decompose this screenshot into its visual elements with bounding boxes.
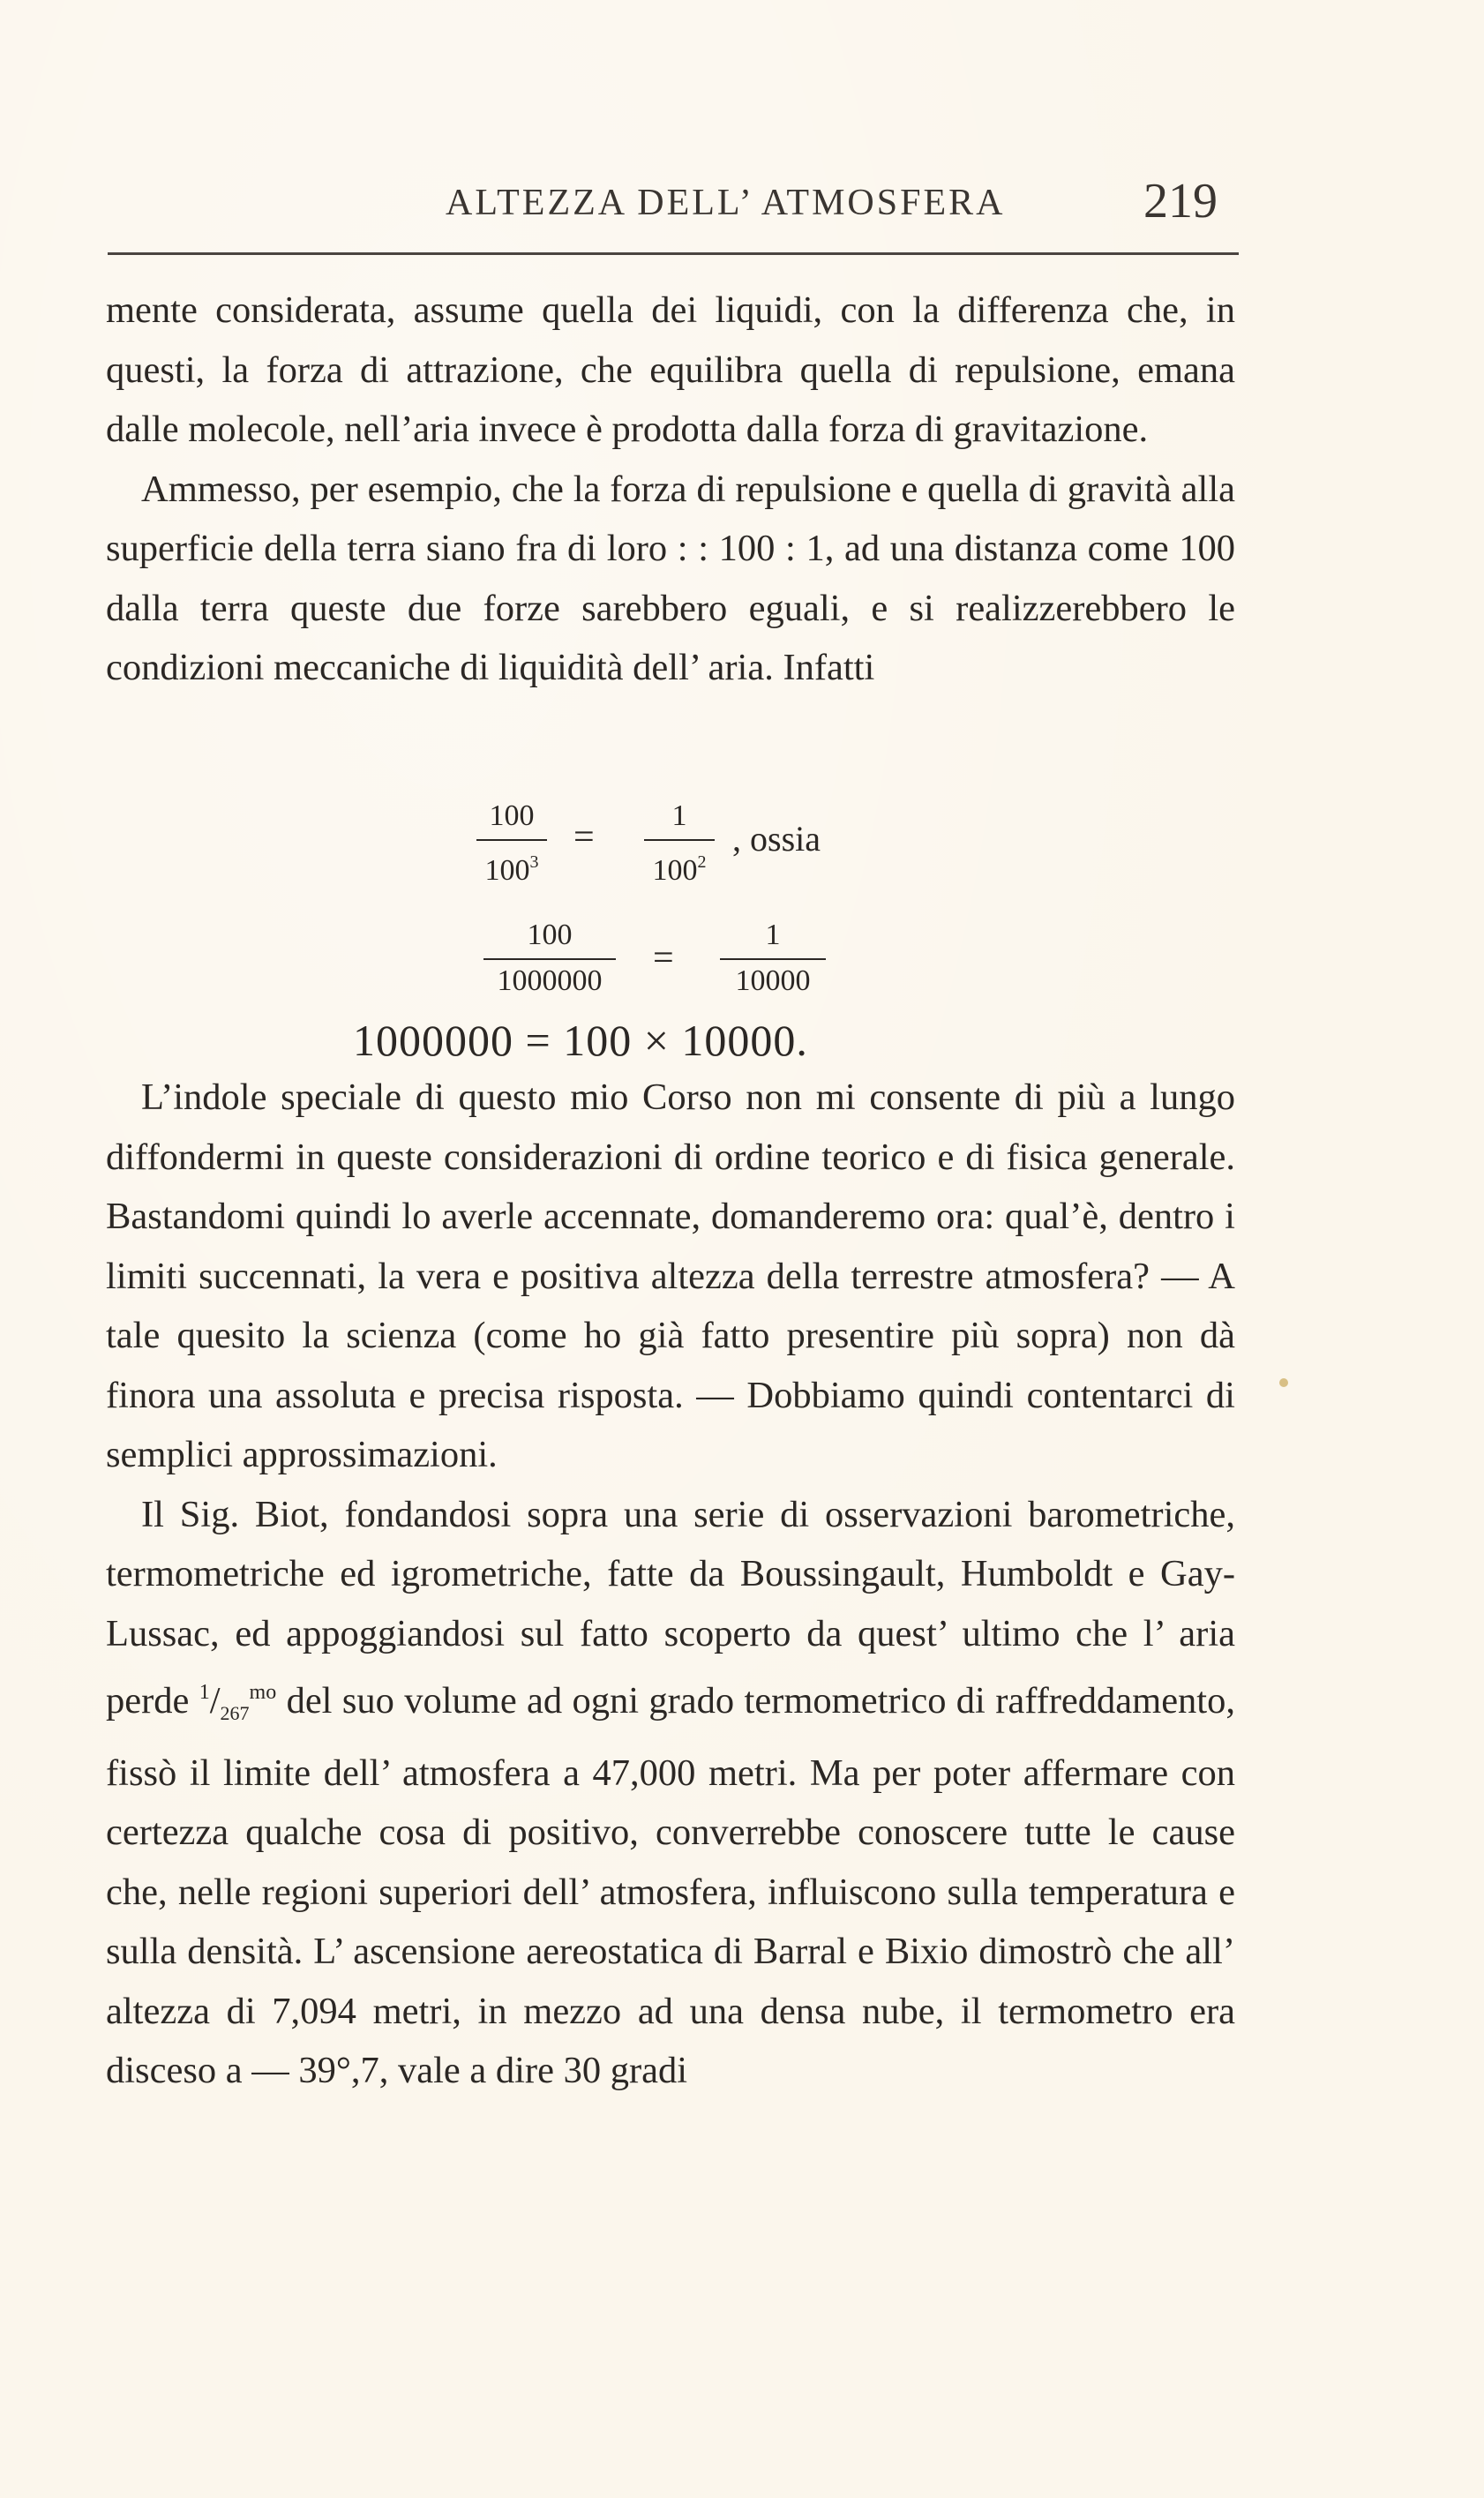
- eq2-right-numerator: 1: [720, 918, 826, 960]
- page-number: 219: [1143, 174, 1218, 229]
- fraction-ordinal-suffix: mo: [249, 1681, 277, 1704]
- eq1-ossia: , ossia: [732, 819, 821, 859]
- paragraph-4-end: del suo volume ad ogni grado termometrico di raffreddamento, fissò il limite dell’ atmosfera a 47,000 metri. Ma per poter affermare con certezza qualche cosa di positivo, converrebbe conoscere tutte le cause che, nelle regioni superiori dell’ atmosfera, influiscono sulla temperatura e sulla densità. L’ ascensione aereostatica di Barral e Bixio dimostrò che all’ altezza di 7,094 metri, in mezzo ad una densa nube, il termometro era disceso a — 39°,7, vale a dire 30 gradi: [106, 1680, 1235, 2091]
- eq1-left-numerator: 100: [476, 799, 547, 841]
- bottom-text-block: [106, 1068, 1235, 2101]
- eq1-left-denominator: $100^3$: [484, 852, 539, 887]
- paragraph-1: mente considerata, assume quella dei liquidi, con la differenza che, in questi, la forza di attrazione, che equilibra quella di repulsione, emana dalle molecole, nell’aria invece è prodotta dalla forza di gravitazione.: [106, 289, 1235, 450]
- fraction-numerator: 1: [199, 1681, 210, 1704]
- running-head: ALTEZZA DELL’ ATMOSFERA: [446, 183, 1006, 223]
- equation-1: [476, 799, 918, 896]
- paragraph-2: Ammesso, per esempio, che la forza di repulsione e quella di gravità alla superficie della terra siano fra di loro : : 100 : 1, ad una distanza come 100 dalla terra queste due forze sarebbero eguali, e si realizzerebbero le condizioni meccaniche di liquidità dell’ aria. Infatti: [106, 468, 1235, 688]
- page-header: [446, 173, 1218, 235]
- equation-2: [483, 918, 942, 1015]
- eq1-right-fraction: [644, 799, 715, 889]
- paragraph-4-start: Il Sig. Biot, fondandosi sopra una serie di osservazioni barometriche, termometriche ed igrometriche, fatte da Boussingault, Humboldt e Gay-Lussac, ed appoggiandosi sul fatto scoperto da quest’ ultimo che l’ aria perde: [106, 1493, 1235, 1722]
- eq1-right-numerator: 1: [644, 799, 715, 841]
- eq2-right-denominator: 10000: [735, 964, 811, 997]
- eq1-left-fraction: [476, 799, 547, 889]
- eq2-equals: =: [653, 938, 674, 979]
- eq2-right-fraction: [720, 918, 826, 999]
- eq1-equals: =: [573, 817, 595, 858]
- paragraph-3: L’indole speciale di questo mio Corso non mi consente di più a lungo diffondermi in queste considerazioni di ordine teorico e di fisica generale. Bastandomi quindi lo averle accennate, domanderemo ora: qual’è, dentro i limiti succennati, la vera e positiva altezza della terrestre atmosfera? — A tale quesito la scienza (come ho già fatto presentire più sopra) non dà finora una assoluta e precisa risposta. — Dobbiamo quindi contentarci di semplici approssimazioni.: [106, 1076, 1235, 1475]
- fraction-denominator: 267: [220, 1702, 250, 1724]
- header-rule: [108, 252, 1239, 255]
- eq1-right-denominator: $100^2$: [652, 852, 707, 887]
- eq2-left-numerator: 100: [483, 918, 616, 960]
- paragraph-4: Il Sig. Biot, fondandosi sopra una serie di osservazioni barometriche, termometriche ed igrometriche, fatte da Boussingault, Humboldt e Gay-Lussac, ed appoggiandosi sul fatto scoperto da quest’ ultimo che l’ aria perde $^1/_{267}^{mo}$ del suo volume ad ogni grado termometrico di raffreddamento, fissò il limite dell’ atmosfera a 47,000 metri. Ma per poter affermare con certezza qualche cosa di positivo, converrebbe conoscere tutte le cause che, nelle regioni superiori dell’ atmosfera, influiscono sulla temperatura e sulla densità. L’ ascensione aereostatica di Barral e Bixio dimostrò che all’ altezza di 7,094 metri, in mezzo ad una densa nube, il termometro era disceso a — 39°,7, vale a dire 30 gradi: [106, 1493, 1235, 2091]
- top-text-block: [106, 281, 1235, 698]
- eq2-left-denominator: 1000000: [497, 964, 603, 997]
- paper-speck: [1279, 1378, 1288, 1387]
- equation-3: 1000000 = 100 × 10000.: [353, 1016, 808, 1065]
- eq2-left-fraction: [483, 918, 616, 999]
